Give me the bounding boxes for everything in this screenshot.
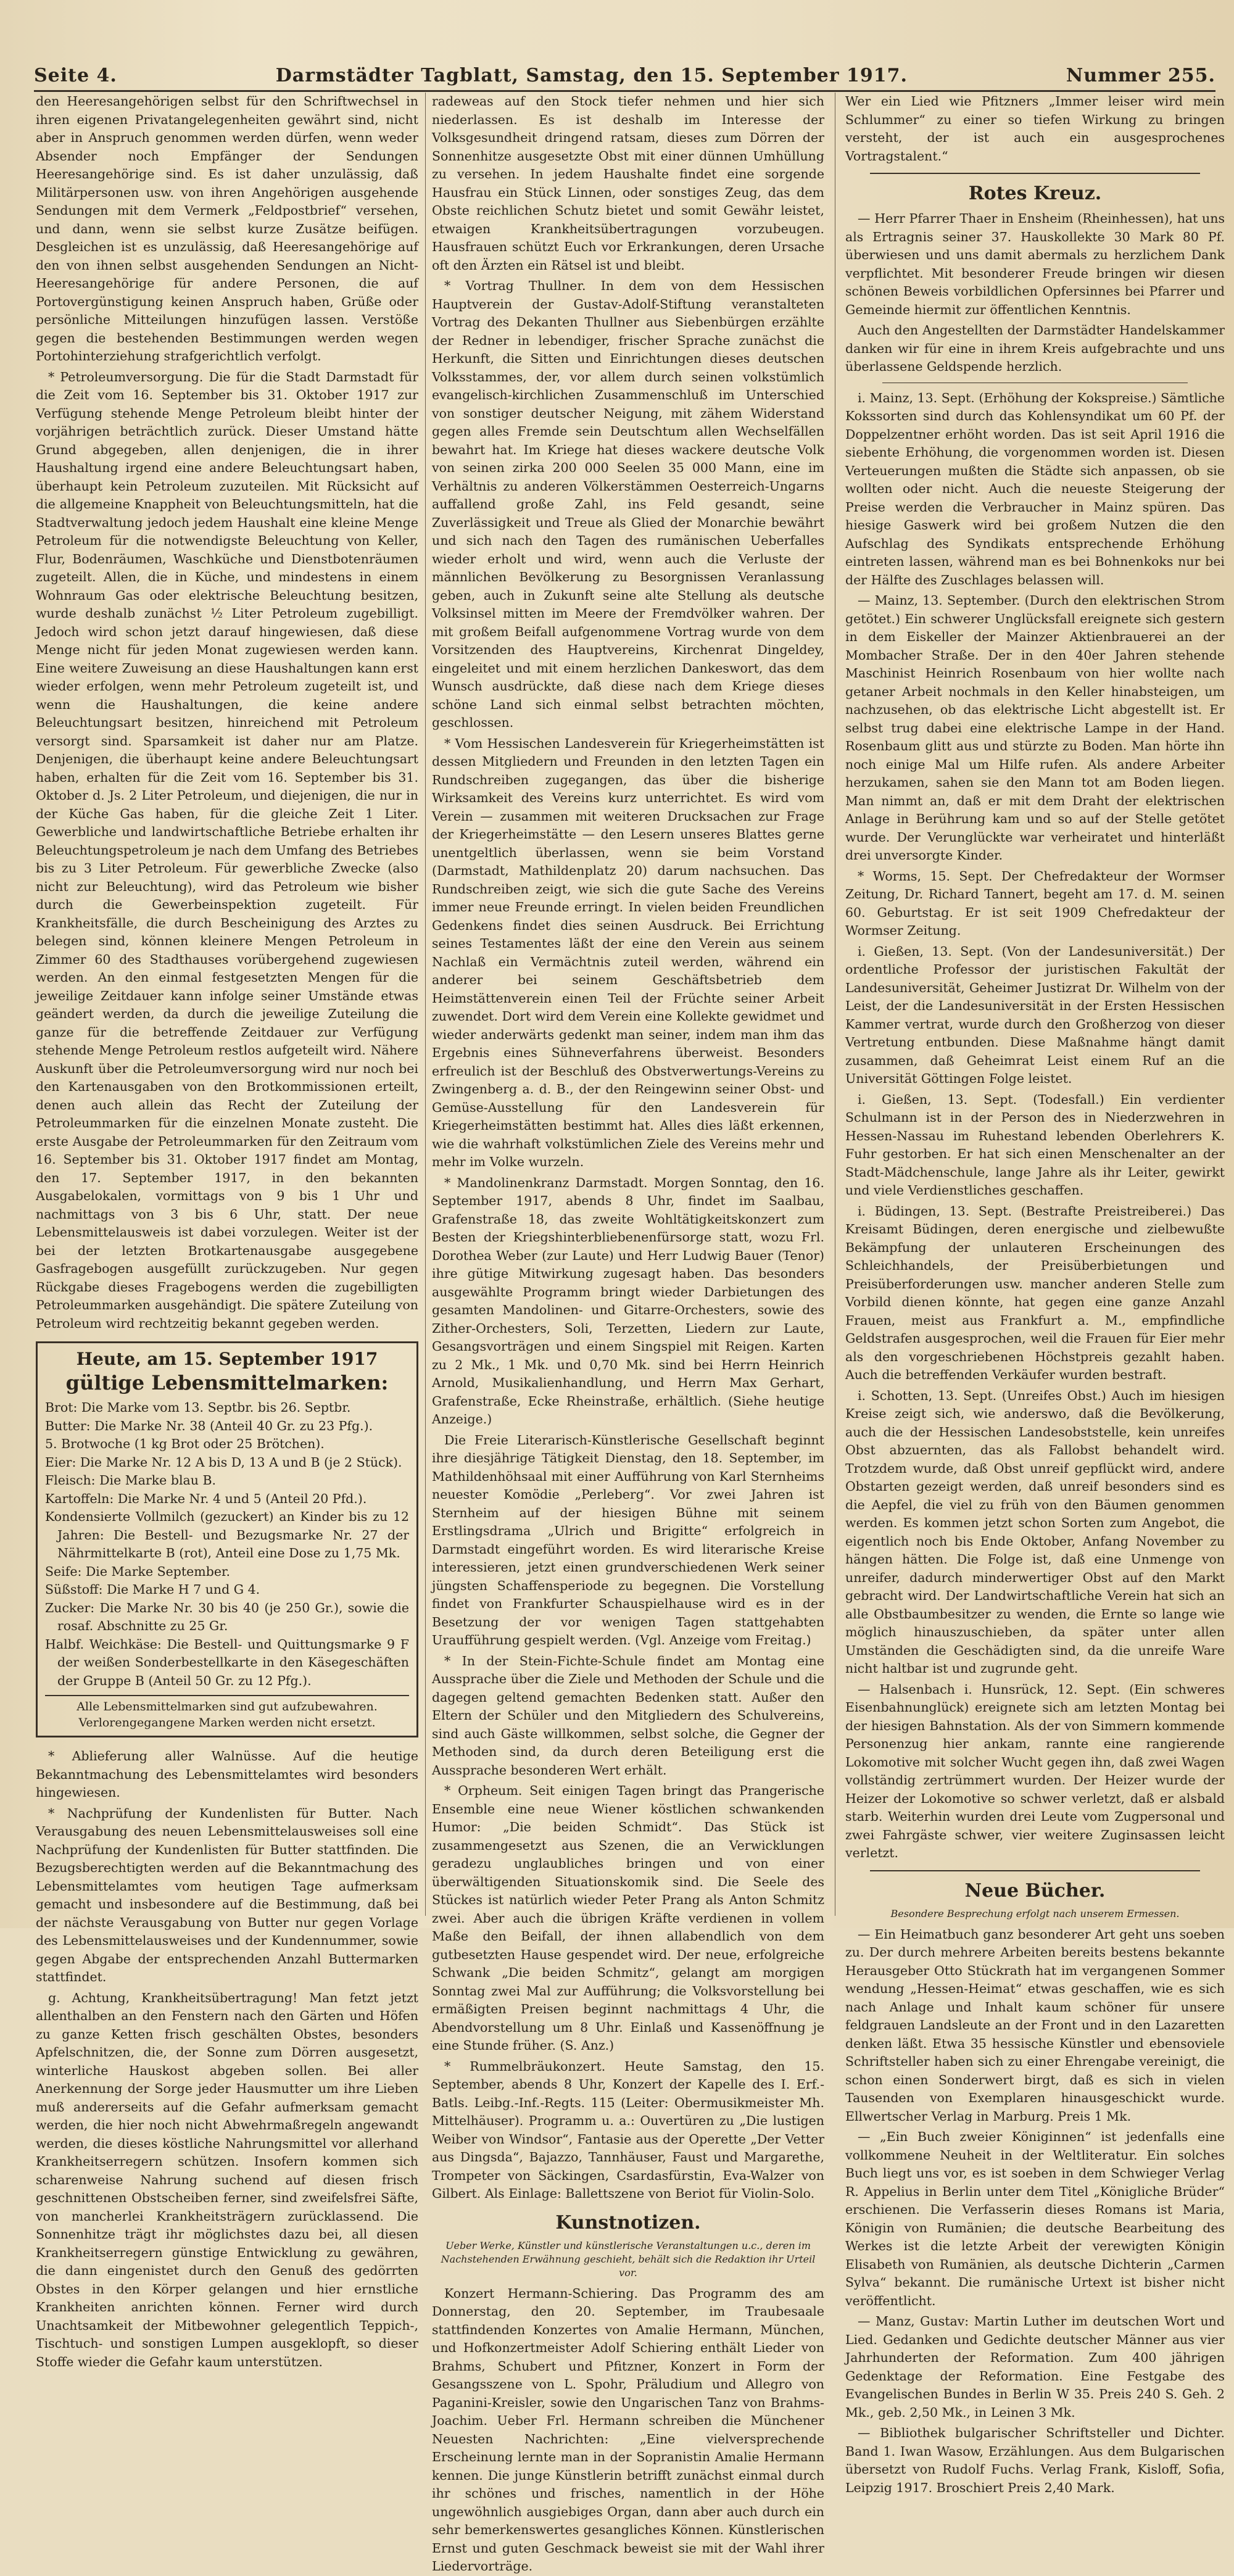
page-number: Seite 4.	[34, 65, 117, 86]
article-literary-society: Die Freie Literarisch-Künstlerische Gesellschaft beginnt ihre diesjährige Tätigkeit Dienstag, den 18. September, im Mathildenhöhsaal mit einer Aufführung von Karl Sternheims neuester Komödie „Perleberg“. Vor zwei Jahren ist Sternheim auf der hiesigen Bühne mit seinem Erstlingsdrama „Ulrich und Brigitte“ erfolgreich in Darmstadt eingeführt worden. Es wird literarische Kreise interessieren, jetzt einen grundverschiedenen Werk seiner jüngsten Schaffensperiode zu begegnen. Die Vorstellung findet von Frankfurter Schauspielhause wird es in der Besetzung der vor wenigen Tagen stattgehabten Uraufführung gespielt werden. (Vgl. Anzeige vom Freitag.)	[432, 1432, 824, 1647]
ration-stamps-box	[36, 1341, 418, 1737]
ration-item: Halbf. Weichkäse: Die Bestell- und Quittungsmarke 9 F der weißen Sonderbestellkarte in den Käsegeschäften der Gruppe B (Anteil 50 Gr. zu 12 Pfg.).	[45, 1636, 409, 1688]
book-review: — Ein Heimatbuch ganz besonderer Art geht uns soeben zu. Der durch mehrere Arbeiten bereits bestens bekannte Herausgeber Otto Stückrath hat im vergangenen Sommer wendung „Hessen-Heimat“ etwas geschaffen, wie es sich nach Anlage und Inhalt kaum schöner für unsere feldgrauen Landsleute an der Front und in den Lazaretten denken läßt. Etwa 35 hessische Künstler und ebensoviele Schriftsteller haben sich zu einer Ehrengabe vereinigt, die schon einen Sonderwert birgt, daß es sich in vielen Tausenden von Exemplaren hinausgeschickt wurde. Ellwertscher Verlag in Marburg. Preis 1 Mk.	[845, 1926, 1225, 2124]
article-mainz-accident: — Mainz, 13. September. (Durch den elektrischen Strom getötet.) Ein schwerer Unglücksfall ereignete sich gestern in dem Eiskeller der Mainzer Aktienbrauerei an der Mombacher Straße. Der in den 40er Jahren stehende Maschinist Heinrich Rosenbaum von hier wollte nach getaner Arbeit nochmals in den Keller hinabsteigen, um nachzusehen, ob das elektrische Licht abgestellt ist. Er selbst trug dabei eine elektrische Lampe in der Hand. Rosenbaum glitt aus und stürzte zu Boden. Man hörte ihn noch einige Mal um Hilfe rufen. Als andere Arbeiter herzukamen, sahen sie den Mann tot am Boden liegen. Man nimmt an, daß er mit dem Draht der elektrischen Anlage in Berührung kam und so auf der Stelle getötet wurde. Der Verunglückte war verheiratet und hinterläßt drei unversorgte Kinder.	[845, 593, 1225, 863]
ration-item: Kondensierte Vollmilch (gezuckert) an Kinder bis zu 12 Jahren: Die Bestell- und Bezugsmarke Nr. 27 der Nährmittelkarte B (rot), Anteil eine Dose zu 1,75 Mk.	[45, 1509, 409, 1560]
box-title: Heute, am 15. September 1917	[76, 1349, 378, 1369]
ration-item: 5. Brotwoche (1 kg Brot oder 25 Brötchen).	[45, 1436, 325, 1451]
ration-item: Zucker: Die Marke Nr. 30 bis 40 (je 250 Gr.), sowie die rosaf. Abschnitte zu 25 Gr.	[45, 1600, 409, 1633]
ration-item: Eier: Die Marke Nr. 12 A bis D, 13 A und B (je 2 Stück).	[45, 1454, 402, 1470]
masthead-title: Darmstädter Tagblatt, Samstag, den 15. September 1917.	[275, 65, 908, 86]
article-hermann-schiering: Konzert Hermann-Schiering. Das Programm des am Donnerstag, den 20. September, im Traubesaale stattfindenden Konzertes von Amalie Hermann, München, und Hofkonzertmeister Adolf Schiering enthält Lieder von Brahms, Schubert und Pfitzner, Konzert in Form der Gesangsszene von L. Spohr, Präludium und Allegro von Paganini-Kreisler, sowie den Ungarischen Tanz von Brahms-Joachim. Ueber Frl. Hermann schreiben die Münchener Neuesten Nachrichten: „Eine vielversprechende Erscheinung lernte man in der Sopranistin Amalie Hermann kennen. Die junge Künstlerin betrifft zunächst einmal durch ihr schönes und frisches, namentlich in der Höhe ungewöhnlich ausgiebiges Organ, dann aber auch durch ein sehr bemerkenswertes gesangliches Können. Künstlerischen Ernst und guten Geschmack beweist sie mit der Wahl ihrer Liedervorträge.	[432, 2285, 824, 2574]
article-mandolin: * Mandolinenkranz Darmstadt. Morgen Sonntag, den 16. September 1917, abends 8 Uhr, findet im Saalbau, Grafenstraße 18, das zweite Wohltätigkeitskonzert zum Besten der Kriegshinterbliebenenfürsorge statt, wozu Frl. Dorothea Weber (zur Laute) und Herr Ludwig Bauer (Tenor) ihre gütige Mitwirkung zugesagt haben. Das besonders ausgewählte Programm bringt wieder Darbietungen des gesamten Mandolinen- und Gitarre-Orchesters, sowie des Zither-Orchesters, Soli, Terzetten, Liedern zur Laute, Gesangsvorträgen und einem Singspiel mit Reigen. Karten zu 2 Mk., 1 Mk. und 0,70 Mk. sind bei Herrn Heinrich Arnold, Musikalienhandlung, und Herrn Max Gerhart, Grafenstraße, Ecke Rheinstraße, erhältlich. (Siehe heutige Anzeige.)	[432, 1175, 824, 1427]
column-3	[845, 93, 1225, 2495]
book-review: — „Ein Buch zweier Königinnen“ ist jedenfalls eine vollkommene Neuheit in der Weltliteratur. Ein solches Buch liegt uns vor, es ist soeben in dem Schwieger Verlag R. Appelius in Berlin unter dem Titel „Königliche Brüder“ erschienen. Die Verfasserin dieses Romans ist Maria, Königin von Rumänien; die deutsche Bearbeitung des Werkes ist die letzte Arbeit der verewigten Königin Elisabeth von Rumänien, als deutsche Dichterin „Carmen Sylva“ bekannt. Die rumänische Urtext ist bisher nicht veröffentlicht.	[845, 2129, 1225, 2308]
section-subheading: Ueber Werke, Künstler und künstlerische Veranstaltungen u.c., deren im Nachstehenden Erwähnung geschieht, behält sich die Redaktion ihr Urteil vor.	[441, 2239, 816, 2279]
article-giessen-university: i. Gießen, 13. Sept. (Von der Landesuniversität.) Der ordentliche Professor der juristischen Fakultät der Landesuniversität, Geheimer Justizrat Dr. Wilhelm von der Leist, der die Landesuniversität in der Ersten Hessischen Kammer vertrat, wurde durch den Großherzog von dieser Vertretung entbunden. Diese Maßnahme hängt damit zusammen, daß Geheimrat Leist einem Ruf an die Universität Göttingen Folge leistet.	[845, 943, 1225, 1086]
article-text: radeweas auf den Stock tiefer nehmen und hier sich niederlassen. Es ist deshalb im Interesse der Volksgesundheit dringend ratsam, dieses zum Dörren der Sonnenhitze ausgesetzte Obst mit einer dünnen Umhüllung zu versehen. In jedem Haushalte findet eine sorgende Hausfrau ein Stück Linnen, oder sonstiges Zeug, das dem Obste reichlichen Schutz bietet und somit Gewähr leistet, etwaigen Krankheitsübertragungen vorzubeugen. Hausfrauen schützt Euch vor Erkrankungen, deren Ursache oft den Ärzten ein Rätsel ist und bleibt.	[432, 94, 824, 273]
article-concert: * Rummelbräukonzert. Heute Samstag, den 15. September, abends 8 Uhr, Konzert der Kapelle des I. Erf.-Batls. Leibg.-Inf.-Regts. 115 (Leiter: Obermusikmeister Mh. Mittelhäuser). Programm u. a.: Ouvertüren zu „Die lustigen Weiber von Windsor“, Fantasie aus der Operette „Der Vetter aus Dingsda“, Bajazzo, Tannhäuser, Faust und Margarethe, Trompeter von Säckingen, Csardasfürstin, Eva-Walzer von Gilbert. Als Einlage: Ballettszene von Beriot für Violin-Solo.	[432, 2058, 824, 2201]
box-footer: Alle Lebensmittelmarken sind gut aufzubewahren. Verlorengegangene Marken werden nicht ersetzt.	[45, 1695, 409, 1731]
article-schotten: i. Schotten, 13. Sept. (Unreifes Obst.) Auch im hiesigen Kreise zeigt sich, wie anderswo, daß die Bevölkerung, auch die der Hessischen Landesobststelle, kein unreifes Obst abzuernten, das als Fallobst behandelt wird. Trotzdem wurde, daß Obst unreif gepflückt wird, andere Obstarten gezeigt werden, daß unreif besonders sind es die Aepfel, die viel zu früh von den Bäumen genommen werden. Es kommen jetzt schon Sorten zum Angebot, die eigentlich noch bis Ende Oktober, Anfang November zu hängen hätten. Die Folge ist, daß eine Unmenge von unreifer, dadurch minderwertiger Obst auf den Markt gebracht wird. Der Landwirtschaftliche Verein hat sich an alle Obstbaumbesitzer zu wenden, die Ernte so lange wie möglich hinauszuschieben, da später unter allen Umständen die Geschädigten sind, da die unreife Ware nicht haltbar ist und zugrunde geht.	[845, 1388, 1225, 1676]
article-text: den Heeresangehörigen selbst für den Schriftwechsel in ihren eigenen Privatangelegenheiten gewährt sind, nicht aber in Anspruch genommen werden dürfen, wenn weder Absender noch Empfänger der Sendungen Heeresangehörige sind. Es ist daher unzulässig, daß Militärpersonen usw. von ihren Angehörigen ausgehende Sendungen mit dem Vermerk „Feldpostbrief“ versehen, und dann, wenn sie selbst kurze Zusätze beifügen. Desgleichen ist es unzulässig, daß Heeresangehörige auf den von ihnen selbst ausgehenden Sendungen an Nicht-Heeresangehörige für andere Personen, die auf Portovergünstigung keinen Anspruch haben, Grüße oder persönliche Mitteilungen hinzufügen lassen. Verstöße gegen die bestehenden Bestimmungen werden wegen Portohinterziehung strafgerichtlich verfolgt.	[36, 94, 418, 363]
article-halsenbach: — Halsenbach i. Hunsrück, 12. Sept. (Ein schweres Eisenbahnunglück) ereignete sich am letzten Montag bei der hiesigen Bahnstation. Als der von Simmern kommende Personenzug hier ankam, rannte eine rangierende Lokomotive mit solcher Wucht gegen ihn, daß zwei Wagen vollständig zertrümmert wurden. Der Heizer wurde der Heizer der Lokomotive so schwer verletzt, daß er alsbald starb. Weiterhin wurden drei Leute vom Zugpersonal und zwei Fahrgäste schwer, vier weitere Zuginsassen leicht verletzt.	[845, 1681, 1225, 1860]
ration-item: Fleisch: Die Marke blau B.	[45, 1473, 217, 1488]
book-review: — Bibliothek bulgarischer Schriftsteller und Dichter. Band 1. Iwan Wasow, Erzählungen. Aus dem Bulgarischen übersetzt von Rudolf Fuchs. Verlag Frank, Kisloff, Sofia, Leipzig 1917. Broschiert Preis 2,40 Mark.	[845, 2425, 1225, 2495]
article-petroleum: * Petroleumversorgung. Die für die Stadt Darmstadt für die Zeit vom 16. September bis 31. Oktober 1917 zur Verfügung stehende Menge Petroleum bleibt hinter der vorjährigen beträchtlich zurück. Dieser Umstand hätte Grund abgegeben, allen denjenigen, die in ihrer Haushaltung irgend eine andere Beleuchtungsart haben, überhaupt kein Petroleum zuzuteilen. Mit Rücksicht auf die allgemeine Knappheit von Beleuchtungsmitteln, hat die Stadtverwaltung jedoch jedem Haushalt eine kleine Menge Petroleum für die notwendigste Beleuchtung von Keller, Flur, Bodenräumen, Waschküche und Dienstbotenräumen zugeteilt. Allen, die in Küche, und mindestens in einem Wohnraum Gas oder elektrische Beleuchtung besitzen, wurde deshalb zunächst ½ Liter Petroleum zugebilligt. Jedoch wird schon jetzt darauf hingewiesen, daß diese Menge nicht für jeden Monat zugewiesen werden kann. Eine weitere Zuweisung an diese Haushaltungen kann erst wieder erfolgen, wenn mehr Petroleum zugeteilt ist, und wenn die Haushaltungen, die keine andere Beleuchtungsart besitzen, hinreichend mit Petroleum versorgt sind. Sparsamkeit ist daher nur am Platze. Denjenigen, die überhaupt keine andere Beleuchtungsart haben, erhalten für die Zeit vom 16. September bis 31. Oktober d. Js. 2 Liter Petroleum, und diejenigen, die nur in der Küche Gas haben, für die gleiche Zeit 1 Liter. Gewerbliche und landwirtschaftliche Betriebe erhalten ihr Beleuchtungspetroleum je nach dem Umfang des Betriebes bis zu 3 Liter Petroleum. Für gewerbliche Zwecke (also nicht zur Beleuchtung), wird das Petroleum wie bisher durch die Gewerbeinspektion zugeteilt. Für Krankheitsfälle, die durch Bescheinigung des Arztes zu belegen sind, können kleinere Mengen Petroleum in Zimmer 60 des Stadthauses vorübergehend zugewiesen werden. An den einmal festgesetzten Mengen für die jeweilige Zeitdauer kann infolge seiner Umstände etwas geändert werden, da durch die jeweilige Zuteilung die ganze für die betreffende Zeitdauer zur Verfügung stehende Menge Petroleum restlos aufgeteilt wird. Nähere Auskunft über die Petroleumversorgung wird nur noch bei den Kartenausgaben von den Brotkommissionen erteilt, denen auch allein das Recht der Zuteilung der Petroleummarken für die einzelnen Monate zusteht. Die erste Ausgabe der Petroleummarken für den Zeitraum vom 16. September bis 31. Oktober 1917 findet am Montag, den 17. September 1917, in den bekannten Ausgabelokalen, vormittags von 9 bis 1 Uhr und nachmittags von 3 bis 6 Uhr, statt. Der neue Lebensmittelausweis ist dabei vorzulegen. Weiter ist der bei der letzten Brotkartenausgabe ausgegebene Gasfragebogen ausgefüllt zurückzugeben. Nur gegen Rückgabe dieses Fragebogens werden die zugebilligten Petroleummarken ausgehändigt. Die spätere Zuteilung von Petroleum wird rechtzeitig bekannt gegeben werden.	[36, 369, 418, 1331]
article-giessen-death: i. Gießen, 13. Sept. (Todesfall.) Ein verdienter Schulmann ist in der Person des in Niederzwehren in Hessen-Nassau im Ruhestand lebenden Oberlehrers K. Fuhr gestorben. Er hat sich einen Menschenalter an der Stadt-Mädchenschule, lange Jahre als ihr Leiter, gewirkt und viele Verdienstliches geschaffen.	[845, 1091, 1225, 1198]
article-walnuts: * Ablieferung aller Walnüsse. Auf die heutige Bekanntmachung des Lebensmittelamtes wird besonders hingewiesen.	[36, 1749, 418, 1800]
article-worms: * Worms, 15. Sept. Der Chefredakteur der Wormser Zeitung, Dr. Richard Tannert, begeht am 17. d. M. seinen 60. Geburtstag. Er ist seit 1909 Chefredakteur der Wormser Zeitung.	[845, 868, 1225, 938]
article-health-warning: g. Achtung, Krankheitsübertragung! Man fetzt jetzt allenthalben an den Fenstern nach den Gärten und Höfen zu ganze Ketten frisch geschälten Obstes, besonders Apfelschnitzen, die, der Sonne zum Dörren ausgesetzt, winterliche Hauskost abgeben sollen. Bei aller Anerkennung der Sorge jeder Hausmutter um ihre Lieben muß andererseits auf die Gefahr aufmerksam gemacht werden, die hier noch nicht Abwehrmaßregeln angewandt werden, die dieses köstliche Nahrungsmittel vor allerhand Krankheitserregern schützen. Insofern kommen sich scharenweise Nahrung suchend auf diesen frisch geschnittenen Obstscheiben ferner, sind zweifelsfrei Säfte, von mancherlei Krankheitsträgern zurücklassend. Die Sonnenhitze trägt ihr möglichstes dazu bei, all diesen Krankheitserregern günstige Entwicklung zu gewähren, die dann eingenistet durch den Genuß des gedörrten Obstes in den Körper gelangen und hier ernstliche Krankheiten anrichten können. Ferner wird durch Unachtsamkeit der Mitbewohner gelegentlich Teppich-, Tischtuch- und sonstigen Lumpen ausgeklopft, so dieser Stoffe wieder die Gefahr kaum unterstützen.	[36, 1990, 418, 2369]
article-orpheum: * Orpheum. Seit einigen Tagen bringt das Prangerische Ensemble eine neue Wiener köstlichen schwankenden Humor: „Die beiden Schmidt“. Das Stück ist zusammengesetzt aus Szenen, die an Verwicklungen geradezu unglaubliches bringen und von einer überwältigenden Situationskomik sind. Die Seele des Stückes ist natürlich wieder Peter Prang als Anton Schmitz zwei. Aber auch die übrigen Kräfte verdienen in vollem Maße den Beifall, der ihnen allabendlich von dem gutbesetzten Hause gespendet wird. Der neue, erfolgreiche Schwank „Die beiden Schmitz“, gelangt am morgigen Sonntag zwei Mal zur Aufführung; die Volksvorstellung bei ermäßigten Preisen beginnt nachmittags 4 Uhr, die Abendvorstellung um 8 Uhr. Einlaß und Kassenöffnung je eine Stunde früher. (S. Anz.)	[432, 1783, 824, 2053]
ration-item: Seife: Die Marke September.	[45, 1563, 231, 1579]
article-donation: — Herr Pfarrer Thaer in Ensheim (Rheinhessen), hat uns als Ertragnis seiner 37. Hauskollekte 30 Mark 80 Pf. überwiesen und uns damit abermals zu herzlichem Dank verpflichtet. Mit besonderer Freude bringen wir diesen schönen Beweis vorbildlichen Opfersinnes bei Pfarrer und Gemeinde hiermit zur öffentlichen Kenntnis.	[845, 211, 1225, 317]
ration-item: Kartoffeln: Die Marke Nr. 4 und 5 (Anteil 20 Pfd.).	[45, 1491, 367, 1506]
column-rule	[425, 93, 426, 1916]
ration-item: Süßstoff: Die Marke H 7 und G 4.	[45, 1582, 260, 1597]
article-text: Wer ein Lied wie Pfitzners „Immer leiser wird mein Schlummer“ zu einer so tiefen Wirkung zu bringen versteht, der ist auch ein ausgesprochenes Vortragstalent.“	[845, 94, 1225, 164]
article-landesverein: * Vom Hessischen Landesverein für Kriegerheimstätten ist dessen Mitgliedern und Freunden in den letzten Tagen ein Rundschreiben zugegangen, das über die bisherige Wirksamkeit des Vereins kurz unterrichtet. Es wird vom Verein — zusammen mit weiteren Drucksachen zur Frage der Kriegerheimstätte — den Lesern unseres Blattes gerne unentgeltlich überlassen, wenn sie beim Vorstand (Darmstadt, Mathildenplatz 20) darum nachsuchen. Das Rundschreiben zeigt, wie sich die gute Sache des Vereins immer neue Freunde erringt. In vielen beiden Freundlichen Gedenkens findet dies seinen Ausdruck. Bei Errichtung seines Testamentes läßt der eine den Verein aus seinem Nachlaß ein Vermächtnis zuteil werden, während ein anderer bei seinem Geschäftsbetrieb dem Heimstättenverein einen Teil der Früchte seiner Arbeit zuwendet. Dort wird dem Verein eine Kollekte gewidmet und wieder anderwärts gedenkt man seiner, indem man ihm das Ergebnis eines Sühneverfahrens überweist. Besonders erfreulich ist der Beschluß des Obstverwertungs-Vereins zu Zwingenberg a. d. B., der den Reingewinn seiner Obst- und Gemüse-Ausstellung für den Landesverein für Kriegerheimstätten bestimmt hat. Alles dies läßt erkennen, wie die wahrhaft volkstümlichen Ziele des Vereins mehr und mehr im Volke wurzeln.	[432, 735, 824, 1169]
page-header	[34, 49, 1215, 92]
article-donation: Auch den Angestellten der Darmstädter Handelskammer danken wir für eine in ihrem Kreis aufgebrachte und uns überlassene Geldspende herzlich.	[845, 323, 1225, 374]
section-heading-neue-buecher: Neue Bücher.	[964, 1879, 1106, 1902]
article-buedingen: i. Büdingen, 13. Sept. (Bestrafte Preistreiberei.) Das Kreisamt Büdingen, deren energische und zielbewußte Bekämpfung der unlauteren Erscheinungen des Schleichhandels, der Preisüberbietungen und Preisüberforderungen usw. mancher anderen Stelle zum Vorbild dienen könnte, hat gegen eine ganze Anzahl Frauen, meist aus Frankfurt a. M., empfindliche Geldstrafen ausgesprochen, weil die Frauen für Eier mehr als den vorgeschriebenen Höchstpreis gezahlt haben. Auch die betreffenden Verkäufer wurden bestraft.	[845, 1203, 1225, 1382]
article-butter: * Nachprüfung der Kundenlisten für Butter. Nach Verausgabung des neuen Lebensmittelausweises soll eine Nachprüfung der Kundenlisten für Butter stattfinden. Die Bezugsberechtigten werden auf die Bekanntmachung des Lebensmittelamtes vom heutigen Tage aufmerksam gemacht und insbesondere auf die Bestimmung, daß bei der nächste Verausgabung von Butter nur gegen Vorlage des Lebensmittelausweises und der Kundennummer, sowie gegen Abgabe der entsprechenden Anzahl Buttermarken stattfindet.	[36, 1805, 418, 1984]
ration-item: Butter: Die Marke Nr. 38 (Anteil 40 Gr. zu 23 Pfg.).	[45, 1418, 373, 1433]
book-review: — Manz, Gustav: Martin Luther im deutschen Wort und Lied. Gedanken und Gedichte deutscher Männer aus vier Jahrhunderten der Reformation. Zum 400 jährigen Gedenktage der Reformation. Eine Festgabe des Evangelischen Bundes in Berlin W 35. Preis 240 S. Geh. 2 Mk., geb. 2,50 Mk., in Leinen 3 Mk.	[845, 2314, 1225, 2420]
section-heading-rotes-kreuz: Rotes Kreuz.	[968, 183, 1102, 204]
issue-number: Nummer 255.	[1066, 65, 1215, 86]
divider	[870, 1870, 1200, 1871]
article-school: * In der Stein-Fichte-Schule findet am Montag eine Aussprache über die Ziele und Methoden der Schule und die dagegen geltend gemachten Bedenken statt. Außer den Eltern der Schüler und den Mitgliedern des Schulvereins, sind auch Gäste willkommen, selbst solche, die Gegner der Methoden sind, da durch deren Beteiligung erst die Aussprache besonderen Wert erhält.	[432, 1653, 824, 1778]
column-1	[36, 93, 418, 2369]
article-lecture: * Vortrag Thullner. In dem von dem Hessischen Hauptverein der Gustav-Adolf-Stiftung veranstalteten Vortrag des Dekanten Thullner aus Siebenbürgen erzählte der Redner in lebendiger, frischer Sprache zunächst die Herkunft, die Sitten und Einrichtungen dieses deutschen Volksstammes, der, vor allem durch seinen volkstümlich evangelisch-kirchlichen Zusammenschluß im Unterschied von sonstiger deutscher Neigung, mit zähem Widerstand gegen alles Fremde sein Deutschtum allen Wechselfällen bewahrt hat. Im Kriege hat dieses wackere deutsche Volk von seinen zirka 200 000 Seelen 35 000 Mann, eine im Verhältnis zu anderen Völkerstämmen Oesterreich-Ungarns auffallend große Zahl, ins Feld gesandt, seine Zuverlässigkeit und Treue als Glied der Monarchie bewährt und sich nach den Tagen des rumänischen Ueberfalles wieder erholt und wird, wenn auch die Verluste der männlichen Bevölkerung zu Besorgnissen Veranlassung geben, auch in Zukunft seine alte Stellung als deutsche Volksinsel mitten im Meere der Fremdvölker wahren. Der mit großem Beifall aufgenommene Vortrag wurde von dem Vorsitzenden des Hauptvereins, Kirchenrat Dingeldey, eingeleitet und mit einem herzlichen Dankeswort, das dem Wunsch ausdrückte, daß diese nach dem Kriege dieses schöne Land sich einmal selbst betrachten möchten, geschlossen.	[432, 278, 824, 730]
column-2	[432, 93, 824, 2574]
article-mainz-coke: i. Mainz, 13. Sept. (Erhöhung der Kokspreise.) Sämtliche Kokssorten sind durch das Kohlensyndikat um 60 Pf. der Doppelzentner erhöht worden. Das ist seit April 1916 die siebente Erhöhung, die vorgenommen worden ist. Diesen Verteuerungen mußten die Städte sich anpassen, ob sie wollten oder nicht. Auch die neueste Steigerung der Preise werden die Verbraucher in Mainz spüren. Das hiesige Gaswerk wird bei großem Nutzen die den Aufschlag des Syndikats entsprechende Erhöhung eintreten lassen, während man es bei Bohnenkoks nur bei der Hälfte des Zuschlages belassen will.	[845, 390, 1225, 587]
section-subheading: Besondere Besprechung erfolgt nach unserem Ermessen.	[890, 1907, 1180, 1920]
divider	[870, 173, 1200, 174]
ration-item: Brot: Die Marke vom 13. Septbr. bis 26. Septbr.	[45, 1400, 351, 1415]
section-heading-kunstnotizen: Kunstnotizen.	[555, 2211, 701, 2234]
box-subtitle: gültige Lebensmittelmarken:	[65, 1371, 389, 1394]
